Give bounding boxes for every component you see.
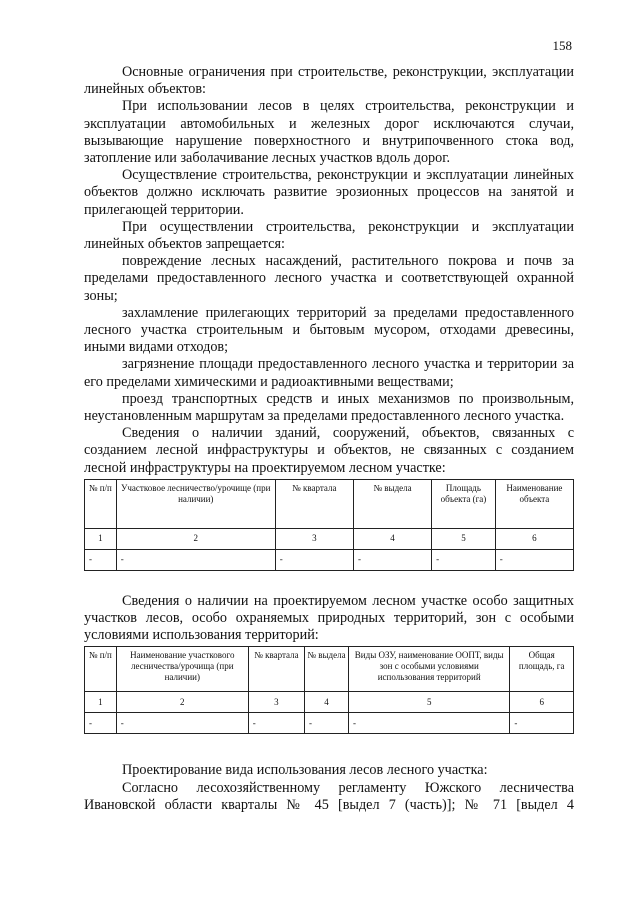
table-cell: 1: [85, 528, 117, 549]
paragraph: загрязнение площади предоставленного лесного участка и территории за его пределами химическими и радиоактивными веществами;: [84, 356, 574, 390]
paragraph: повреждение лесных насаждений, растительного покрова и почв за пределами предоставленного лесного участка и соответствующей охранной зоны;: [84, 253, 574, 304]
table-header-row: [85, 479, 574, 528]
table-cell: 5: [349, 692, 510, 713]
table-cell: -: [432, 549, 496, 570]
table-header-cell: Наименование участкового лесничества/урочища (при наличии): [116, 647, 248, 692]
table-header-cell: Общая площадь, га: [510, 647, 574, 692]
table-cell: -: [305, 713, 349, 734]
paragraph: При использовании лесов в целях строительства, реконструкции и эксплуатации автомобильных и железных дорог исключаются случаи, вызывающие нарушение поверхностного и внутрипочвенного стока вод, затопление или заболачивание лесных участков вдоль дорог.: [84, 98, 574, 167]
table-cell: 2: [116, 528, 275, 549]
table-cell: -: [116, 713, 248, 734]
table-cell: -: [349, 713, 510, 734]
paragraph: Осуществление строительства, реконструкции и эксплуатации линейных объектов должно исключать развитие эрозионных процессов на занятой и прилегающей территории.: [84, 167, 574, 218]
table-cell: -: [510, 713, 574, 734]
protected-areas-table: [84, 646, 574, 734]
table-cell: 3: [248, 692, 304, 713]
paragraph: Сведения о наличии на проектируемом лесном участке особо защитных участков лесов, особо охраняемых природных территорий, зон с особыми условиями использования территорий:: [84, 592, 574, 644]
table-row: [85, 713, 574, 734]
table-header-cell: Площадь объекта (га): [432, 479, 496, 528]
paragraph: Согласно лесохозяйственному регламенту Южского лесничества Ивановской области кварталы № 45 [выдел 7 (часть)]; № 71 [выдел 4: [84, 779, 574, 813]
table-number-row: [85, 528, 574, 549]
paragraph: захламление прилегающих территорий за пределами предоставленного лесного участка строительным и бытовым мусором, отходами древесины, иными видами отходов;: [84, 304, 574, 356]
table-cell: 5: [432, 528, 496, 549]
table-header-cell: № выдела: [353, 479, 431, 528]
table-cell: 4: [305, 692, 349, 713]
table-cell: 1: [85, 692, 117, 713]
table-cell: 6: [510, 692, 574, 713]
table-header-cell: № квартала: [275, 479, 353, 528]
table-header-cell: Наименование объекта: [495, 479, 573, 528]
paragraph: проезд транспортных средств и иных механизмов по произвольным, неустановленным маршрутам за пределами предоставленного лесного участка.: [84, 390, 574, 425]
buildings-table: [84, 479, 574, 571]
table-cell: 3: [275, 528, 353, 549]
table-header-cell: № выдела: [305, 647, 349, 692]
document-body: [84, 64, 574, 814]
table-cell: 2: [116, 692, 248, 713]
page-number: 158: [552, 38, 572, 53]
paragraph: Сведения о наличии зданий, сооружений, объектов, связанных с созданием лесной инфраструктуры и объектов, не связанных с созданием лесной инфраструктуры на проектируемом лесном участке:: [84, 425, 574, 476]
table-cell: 6: [495, 528, 573, 549]
table-header-cell: № п/п: [85, 647, 117, 692]
paragraph: Основные ограничения при строительстве, реконструкции, эксплуатации линейных объектов:: [84, 64, 574, 98]
table-cell: 4: [353, 528, 431, 549]
table-row: [85, 549, 574, 570]
table-header-row: [85, 647, 574, 692]
table-cell: -: [275, 549, 353, 570]
table-cell: -: [85, 713, 117, 734]
table-number-row: [85, 692, 574, 713]
table-cell: -: [85, 549, 117, 570]
table-header-cell: Участковое лесничество/урочище (при наличии): [116, 479, 275, 528]
paragraph: При осуществлении строительства, реконструкции и эксплуатации линейных объектов запрещается:: [84, 218, 574, 253]
table-cell: -: [495, 549, 573, 570]
table-header-cell: Виды ОЗУ, наименование ООПТ, виды зон с особыми условиями использования территорий: [349, 647, 510, 692]
table-cell: -: [116, 549, 275, 570]
table-cell: -: [248, 713, 304, 734]
table-header-cell: № п/п: [85, 479, 117, 528]
table-cell: -: [353, 549, 431, 570]
table-header-cell: № квартала: [248, 647, 304, 692]
paragraph: Проектирование вида использования лесов лесного участка:: [122, 762, 488, 779]
